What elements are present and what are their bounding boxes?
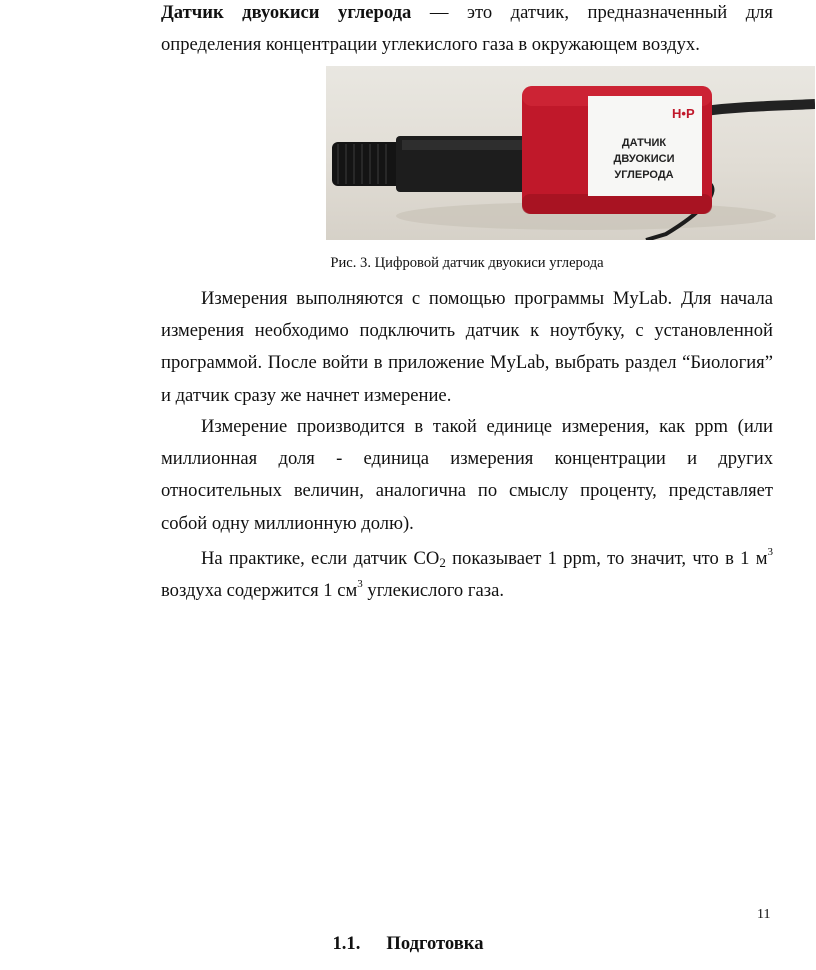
ppm-example-paragraph: [161, 543, 773, 607]
cm3-superscript: 3: [357, 578, 363, 591]
m3-superscript: 3: [767, 546, 773, 558]
section-title: Подготовка: [386, 933, 484, 954]
ppm-text-2: показывает 1 ppm, то значит, что в 1 м: [445, 548, 768, 569]
co2-sensor-photo: [326, 66, 815, 240]
figure-caption: Рис. 3. Цифровой датчик двуокиси углерода: [330, 255, 604, 271]
device-label-line-2: ДВУОКИСИ: [613, 153, 675, 165]
intro-text: — это датчик, предназначенный для определения концентрации углекислого газа в окружающем воздух.: [161, 2, 773, 56]
ppm-text-4: углекислого газа.: [362, 580, 504, 602]
body-paragraph-2: Измерение производится в такой единице измерения, как ppm (или миллионная доля - единица измерения концентрации и других относительных величин, аналогична по смыслу проценту, представляет собой одну миллионную долю).: [161, 416, 773, 534]
device-label-line-1: ДАТЧИК: [621, 137, 667, 149]
section-number: 1.1.: [332, 933, 361, 954]
device-label-line-3: УГЛЕРОДА: [614, 169, 674, 181]
intro-paragraph: [161, 0, 773, 61]
co2-sensor-illustration: [326, 66, 815, 240]
body-paragraph-1: Измерения выполняются с помощью программы MyLab. Для начала измерения необходимо подключить датчик к ноутбуку, с установленной программой. После войти в приложение MyLab, выбрать раздел “Биология” и датчик сразу же начнет измерение.: [161, 288, 773, 406]
co2-subscript: 2: [439, 555, 446, 570]
ppm-text-1: На практике, если датчик CO: [201, 548, 440, 569]
intro-term: Датчик двуокиси углерода: [161, 2, 412, 23]
device-logo: H•P: [672, 106, 695, 121]
next-section-heading: [0, 932, 816, 956]
ppm-text-3: воздуха содержится 1 см: [161, 580, 358, 602]
page-number: 11: [757, 907, 771, 922]
